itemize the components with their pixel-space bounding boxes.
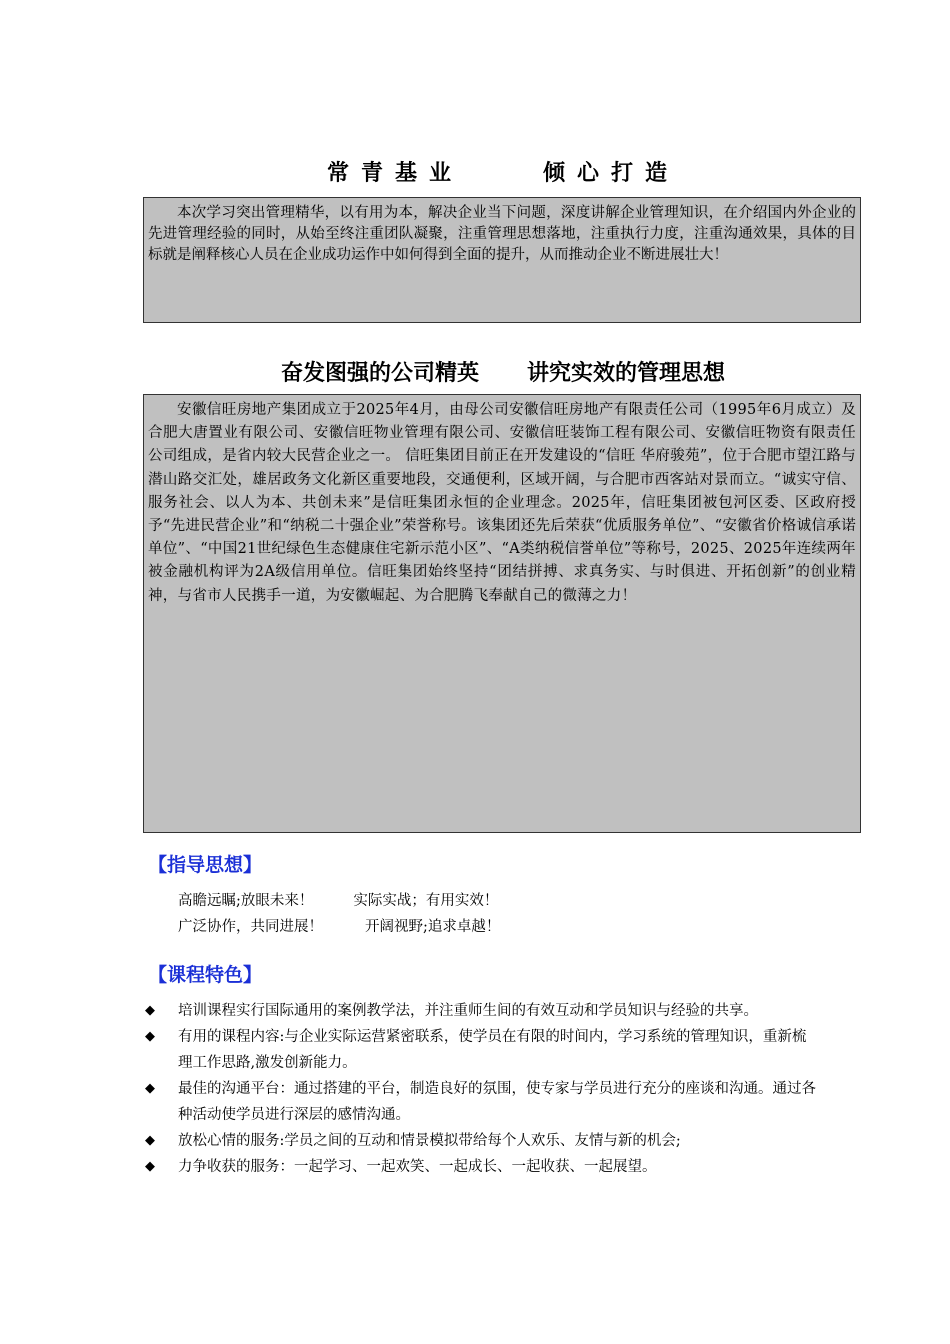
diamond-bullet-icon: ◆: [145, 1029, 155, 1044]
intro-text: 本次学习突出管理精华，以有用为本，解决企业当下问题，深度讲解企业管理知识，在介绍国内外企业的先进管理经验的同时，从始至终注重团队凝聚，注重管理思想落地，注重执行力度，注重沟通效果，具体的目标就是阐释核心人员在企业成功运作中如何得到全面的提升，从而推动企业不断进展壮大！: [148, 205, 856, 263]
guiding-line-2: [178, 915, 500, 936]
company-heading: [143, 356, 863, 387]
feature-item: [143, 1076, 823, 1128]
company-heading-left: 奋发图强的公司精英: [280, 361, 479, 386]
feature-text: 最佳的沟通平台：通过搭建的平台，制造良好的氛围，使专家与学员进行充分的座谈和沟通。通过各种活动使学员进行深层的感情沟通。: [178, 1081, 816, 1123]
features-list: [143, 998, 823, 1180]
company-text: 安徽信旺房地产集团成立于2025年4月，由母公司安徽信旺房地产有限责任公司（1995年6月成立）及合肥大唐置业有限公司、安徽信旺物业管理有限公司、安徽信旺装饰工程有限公司、安徽信旺物资有限责任公司组成，是省内较大民营企业之一。 信旺集团目前正在开发建设的“信旺 华府骏苑”，位于合肥市望江路与潜山路交汇处，雄居政务文化新区重要地段，交通便利，区域开阔，与合肥市西客站对景而立。“诚实守信、服务社会、以人为本、共创未来”是信旺集团永恒的企业理念。2025年，信旺集团被包河区委、区政府授予“先进民营企业”和“纳税二十强企业”荣誉称号。该集团还先后荣获“优质服务单位”、“安徽省价格诚信承诺单位”、“中国21世纪绿色生态健康住宅新示范小区”、“A类纳税信誉单位”等称号，2025、2025年连续两年被金融机构评为2A级信用单位。信旺集团始终坚持“团结拼搏、求真务实、与时俱进、开拓创新”的创业精神，与省市人民携手一道，为安徽崛起、为合肥腾飞奉献自己的微薄之力！: [148, 402, 856, 604]
guiding-item: 实际实战；有用实效！: [353, 893, 499, 909]
guiding-line-1: [178, 889, 498, 910]
feature-item: [143, 1128, 823, 1154]
diamond-bullet-icon: ◆: [145, 1159, 155, 1174]
diamond-bullet-icon: ◆: [145, 1081, 155, 1096]
guiding-item: 高瞻远瞩;放眼未来！: [178, 893, 314, 909]
feature-text: 放松心情的服务:学员之间的互动和情景模拟带给每个人欢乐、友情与新的机会;: [178, 1133, 681, 1149]
diamond-bullet-icon: ◆: [145, 1003, 155, 1018]
feature-text: 力争收获的服务：一起学习、一起欢笑、一起成长、一起收获、一起展望。: [178, 1159, 657, 1175]
feature-text: 培训课程实行国际通用的案例教学法，并注重师生间的有效互动和学员知识与经验的共享。: [178, 1003, 758, 1019]
guiding-item: 广泛协作，共同进展！: [178, 919, 323, 935]
feature-item: [143, 1024, 823, 1076]
feature-item: [143, 1154, 823, 1180]
heading-right: 倾心打造: [543, 161, 680, 186]
guiding-item: 开阔视野;追求卓越！: [365, 919, 501, 935]
features-title: 【课程特色】: [148, 964, 263, 986]
feature-text: 有用的课程内容:与企业实际运营紧密联系，使学员在有限的时间内，学习系统的管理知识，重新梳理工作思路,激发创新能力。: [178, 1029, 807, 1071]
diamond-bullet-icon: ◆: [145, 1133, 155, 1148]
feature-item: [143, 998, 823, 1024]
intro-box: [143, 197, 861, 323]
heading-left: 常青基业: [326, 161, 463, 186]
company-heading-right: 讲究实效的管理思想: [527, 361, 726, 386]
guiding-title: 【指导思想】: [148, 854, 263, 876]
company-box: [143, 394, 861, 833]
main-heading: [143, 156, 863, 187]
